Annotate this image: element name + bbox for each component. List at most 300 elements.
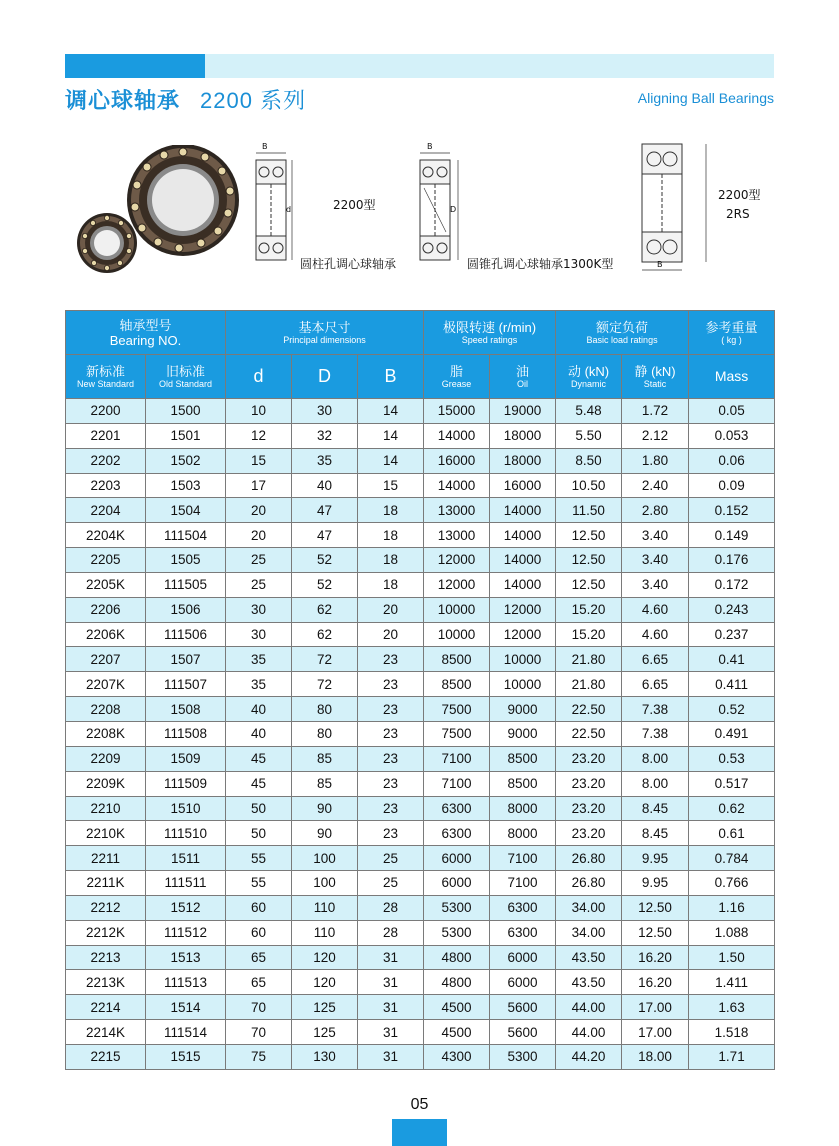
cell-static-load: 18.00 (622, 1044, 689, 1069)
cell-new-standard: 2206 (66, 597, 146, 622)
cell-oil-speed: 14000 (490, 523, 556, 548)
header-load-en: Basic load ratings (586, 334, 658, 345)
cell-grease-speed: 15000 (424, 399, 490, 424)
cell-old-standard: 1505 (146, 548, 226, 573)
cell-outer-D: 85 (292, 746, 358, 771)
header-dynamic-cn: 动 (kN) (567, 363, 610, 379)
cell-old-standard: 111505 (146, 572, 226, 597)
cell-new-standard: 2212K (66, 920, 146, 945)
cell-oil-speed: 6300 (490, 895, 556, 920)
cell-outer-D: 110 (292, 920, 358, 945)
header-oil-cn: 油 (516, 363, 530, 379)
cell-static-load: 17.00 (622, 995, 689, 1020)
cell-static-load: 8.00 (622, 771, 689, 796)
cell-bore-d: 75 (226, 1044, 292, 1069)
dim-B-label-1: B (262, 142, 268, 151)
cell-bore-d: 25 (226, 572, 292, 597)
cell-new-standard: 2210K (66, 821, 146, 846)
cell-outer-D: 90 (292, 821, 358, 846)
cell-old-standard: 1508 (146, 697, 226, 722)
cell-dynamic-load: 34.00 (556, 895, 622, 920)
cell-outer-D: 72 (292, 647, 358, 672)
cell-mass: 0.06 (689, 448, 775, 473)
cell-grease-speed: 4300 (424, 1044, 490, 1069)
header-old-standard (146, 355, 226, 399)
cell-oil-speed: 19000 (490, 399, 556, 424)
cell-mass: 0.05 (689, 399, 775, 424)
table-row (66, 399, 775, 424)
cell-new-standard: 2205K (66, 572, 146, 597)
cell-width-B: 18 (358, 572, 424, 597)
cell-dynamic-load: 26.80 (556, 846, 622, 871)
cell-oil-speed: 14000 (490, 498, 556, 523)
cell-new-standard: 2202 (66, 448, 146, 473)
cell-oil-speed: 14000 (490, 572, 556, 597)
header-bearing-no (66, 311, 226, 355)
cell-width-B: 25 (358, 846, 424, 871)
cell-mass: 0.517 (689, 771, 775, 796)
cell-oil-speed: 14000 (490, 548, 556, 573)
cell-old-standard: 1507 (146, 647, 226, 672)
cell-dynamic-load: 44.00 (556, 1020, 622, 1045)
cell-width-B: 20 (358, 622, 424, 647)
cell-outer-D: 90 (292, 796, 358, 821)
cell-old-standard: 111513 (146, 970, 226, 995)
header-grease-en: Grease (441, 378, 472, 389)
cell-oil-speed: 16000 (490, 473, 556, 498)
table-row (66, 672, 775, 697)
header-speed-cn: 极限转速 (r/min) (442, 319, 537, 335)
cell-dynamic-load: 21.80 (556, 672, 622, 697)
cell-bore-d: 60 (226, 895, 292, 920)
cell-bore-d: 25 (226, 548, 292, 573)
cell-outer-D: 32 (292, 423, 358, 448)
cell-mass: 0.237 (689, 622, 775, 647)
cell-grease-speed: 7500 (424, 697, 490, 722)
table-row (66, 721, 775, 746)
cell-width-B: 23 (358, 796, 424, 821)
cell-mass: 0.784 (689, 846, 775, 871)
cell-grease-speed: 4800 (424, 970, 490, 995)
cell-outer-D: 120 (292, 970, 358, 995)
cell-mass: 0.491 (689, 721, 775, 746)
cell-static-load: 3.40 (622, 572, 689, 597)
cell-static-load: 4.60 (622, 622, 689, 647)
cell-old-standard: 1509 (146, 746, 226, 771)
cell-old-standard: 1515 (146, 1044, 226, 1069)
cell-new-standard: 2201 (66, 423, 146, 448)
table-row (66, 448, 775, 473)
cell-dynamic-load: 21.80 (556, 647, 622, 672)
cell-new-standard: 2209K (66, 771, 146, 796)
cell-grease-speed: 4800 (424, 945, 490, 970)
header-speed-ratings (424, 311, 556, 355)
cell-old-standard: 1502 (146, 448, 226, 473)
cell-old-standard: 1514 (146, 995, 226, 1020)
header-oil (490, 355, 556, 399)
cell-oil-speed: 5300 (490, 1044, 556, 1069)
cell-old-standard: 1503 (146, 473, 226, 498)
cell-dynamic-load: 44.00 (556, 995, 622, 1020)
page-title (65, 84, 306, 115)
cell-width-B: 23 (358, 746, 424, 771)
table-row (66, 821, 775, 846)
table-row (66, 572, 775, 597)
cell-outer-D: 40 (292, 473, 358, 498)
table-row (66, 423, 775, 448)
cell-mass: 0.176 (689, 548, 775, 573)
cell-oil-speed: 6000 (490, 970, 556, 995)
title-en: Aligning Ball Bearings (637, 90, 774, 106)
cell-grease-speed: 14000 (424, 423, 490, 448)
cell-width-B: 18 (358, 523, 424, 548)
cell-oil-speed: 8500 (490, 746, 556, 771)
cell-outer-D: 85 (292, 771, 358, 796)
type-label-2rs: 2200型 (718, 188, 761, 202)
cell-dynamic-load: 43.50 (556, 945, 622, 970)
cell-oil-speed: 5600 (490, 995, 556, 1020)
dim-B-label-2: B (427, 142, 433, 151)
small-bearing-image (77, 213, 137, 273)
cell-width-B: 25 (358, 871, 424, 896)
cell-bore-d: 40 (226, 721, 292, 746)
cell-bore-d: 70 (226, 995, 292, 1020)
table-row (66, 498, 775, 523)
cell-grease-speed: 6000 (424, 871, 490, 896)
cell-static-load: 7.38 (622, 721, 689, 746)
cell-width-B: 14 (358, 423, 424, 448)
cell-width-B: 31 (358, 1020, 424, 1045)
cell-oil-speed: 9000 (490, 721, 556, 746)
bearing-photo (75, 145, 245, 275)
cell-bore-d: 65 (226, 970, 292, 995)
cell-old-standard: 1512 (146, 895, 226, 920)
cell-bore-d: 10 (226, 399, 292, 424)
cell-grease-speed: 5300 (424, 895, 490, 920)
cell-mass: 0.149 (689, 523, 775, 548)
cell-mass: 0.053 (689, 423, 775, 448)
header-new-standard (66, 355, 146, 399)
header-bearing-no-cn: 轴承型号 (119, 317, 172, 333)
cell-static-load: 2.80 (622, 498, 689, 523)
cell-static-load: 6.65 (622, 672, 689, 697)
header-dynamic (556, 355, 622, 399)
cell-dynamic-load: 15.20 (556, 597, 622, 622)
cell-old-standard: 111508 (146, 721, 226, 746)
cell-old-standard: 1500 (146, 399, 226, 424)
cell-static-load: 8.45 (622, 796, 689, 821)
cell-outer-D: 100 (292, 871, 358, 896)
cell-static-load: 8.45 (622, 821, 689, 846)
cell-static-load: 9.95 (622, 846, 689, 871)
cell-old-standard: 111506 (146, 622, 226, 647)
table-row (66, 995, 775, 1020)
cell-bore-d: 30 (226, 622, 292, 647)
cell-static-load: 9.95 (622, 871, 689, 896)
cell-width-B: 31 (358, 945, 424, 970)
header-static (622, 355, 689, 399)
header-new-cn: 新标准 (85, 363, 125, 379)
header-oil-en: Oil (517, 378, 529, 389)
cell-dynamic-load: 23.20 (556, 771, 622, 796)
cell-mass: 0.172 (689, 572, 775, 597)
cell-new-standard: 2211K (66, 871, 146, 896)
cell-mass: 1.71 (689, 1044, 775, 1069)
cell-dynamic-load: 22.50 (556, 697, 622, 722)
header-grease-cn: 脂 (450, 363, 464, 379)
cell-static-load: 4.60 (622, 597, 689, 622)
cell-outer-D: 35 (292, 448, 358, 473)
cell-old-standard: 1501 (146, 423, 226, 448)
cell-grease-speed: 7100 (424, 771, 490, 796)
cell-outer-D: 52 (292, 548, 358, 573)
cell-old-standard: 111509 (146, 771, 226, 796)
cell-mass: 0.61 (689, 821, 775, 846)
cell-new-standard: 2207K (66, 672, 146, 697)
header-bearing-no-en: Bearing NO. (109, 332, 182, 348)
cell-bore-d: 20 (226, 498, 292, 523)
table-body (66, 399, 775, 1070)
dim-D-label-2: D (450, 205, 457, 214)
cell-width-B: 23 (358, 721, 424, 746)
cell-new-standard: 2209 (66, 746, 146, 771)
cell-outer-D: 125 (292, 995, 358, 1020)
header-bore-d: d (226, 355, 292, 399)
table-row (66, 796, 775, 821)
header-dims-cn: 基本尺寸 (298, 319, 351, 335)
cell-grease-speed: 5300 (424, 920, 490, 945)
cell-grease-speed: 6000 (424, 846, 490, 871)
cell-width-B: 14 (358, 399, 424, 424)
header-outer-D: D (292, 355, 358, 399)
cell-dynamic-load: 26.80 (556, 871, 622, 896)
table-row (66, 622, 775, 647)
cell-outer-D: 62 (292, 622, 358, 647)
cell-bore-d: 35 (226, 672, 292, 697)
cell-grease-speed: 7500 (424, 721, 490, 746)
cell-old-standard: 111514 (146, 1020, 226, 1045)
cell-new-standard: 2204K (66, 523, 146, 548)
cell-mass: 0.152 (689, 498, 775, 523)
cell-static-load: 2.12 (622, 423, 689, 448)
cell-width-B: 23 (358, 821, 424, 846)
page-number: 05 (410, 1096, 429, 1113)
cell-width-B: 15 (358, 473, 424, 498)
cell-new-standard: 2212 (66, 895, 146, 920)
header-load-cn: 额定负荷 (596, 319, 649, 335)
cell-dynamic-load: 12.50 (556, 572, 622, 597)
cell-dynamic-load: 43.50 (556, 970, 622, 995)
cell-new-standard: 2204 (66, 498, 146, 523)
cell-bore-d: 50 (226, 821, 292, 846)
cell-dynamic-load: 23.20 (556, 796, 622, 821)
cell-mass: 1.16 (689, 895, 775, 920)
cell-grease-speed: 14000 (424, 473, 490, 498)
dim-d-label-1: d (286, 205, 292, 214)
table-row (66, 523, 775, 548)
cell-mass: 0.411 (689, 672, 775, 697)
cell-mass: 0.243 (689, 597, 775, 622)
cell-mass: 1.50 (689, 945, 775, 970)
cell-grease-speed: 12000 (424, 572, 490, 597)
cell-outer-D: 110 (292, 895, 358, 920)
large-bearing-image (127, 145, 239, 256)
cell-outer-D: 130 (292, 1044, 358, 1069)
cell-old-standard: 111510 (146, 821, 226, 846)
cell-dynamic-load: 10.50 (556, 473, 622, 498)
tapered-bore-label: 圆锥孔调心球轴承1300K型 (467, 257, 614, 271)
cell-oil-speed: 7100 (490, 846, 556, 871)
cell-static-load: 12.50 (622, 895, 689, 920)
tapered-bore-diagram (414, 148, 464, 270)
cell-oil-speed: 12000 (490, 622, 556, 647)
cell-oil-speed: 12000 (490, 597, 556, 622)
cell-grease-speed: 8500 (424, 647, 490, 672)
cell-width-B: 28 (358, 920, 424, 945)
cell-outer-D: 47 (292, 523, 358, 548)
cell-dynamic-load: 5.50 (556, 423, 622, 448)
cell-outer-D: 80 (292, 721, 358, 746)
bearing-spec-table (65, 310, 775, 1070)
cell-static-load: 17.00 (622, 1020, 689, 1045)
cell-oil-speed: 18000 (490, 423, 556, 448)
cell-static-load: 16.20 (622, 945, 689, 970)
cell-dynamic-load: 5.48 (556, 399, 622, 424)
cell-width-B: 31 (358, 970, 424, 995)
cell-old-standard: 111507 (146, 672, 226, 697)
cell-old-standard: 1504 (146, 498, 226, 523)
cell-dynamic-load: 23.20 (556, 821, 622, 846)
cell-width-B: 23 (358, 647, 424, 672)
cell-outer-D: 80 (292, 697, 358, 722)
table-row (66, 647, 775, 672)
header-dynamic-en: Dynamic (571, 378, 607, 389)
header-old-cn: 旧标准 (166, 363, 206, 379)
cell-bore-d: 70 (226, 1020, 292, 1045)
cell-new-standard: 2208K (66, 721, 146, 746)
header-mass: Mass (689, 355, 775, 399)
cell-oil-speed: 7100 (490, 871, 556, 896)
cell-bore-d: 30 (226, 597, 292, 622)
cell-new-standard: 2214 (66, 995, 146, 1020)
cell-new-standard: 2210 (66, 796, 146, 821)
cell-bore-d: 20 (226, 523, 292, 548)
cell-old-standard: 111504 (146, 523, 226, 548)
cell-bore-d: 40 (226, 697, 292, 722)
cell-bore-d: 45 (226, 746, 292, 771)
header-mass-unit: ( kg ) (721, 334, 742, 345)
cell-static-load: 1.80 (622, 448, 689, 473)
cell-bore-d: 50 (226, 796, 292, 821)
cell-new-standard: 2206K (66, 622, 146, 647)
cell-oil-speed: 10000 (490, 647, 556, 672)
cell-mass: 1.63 (689, 995, 775, 1020)
cell-bore-d: 55 (226, 871, 292, 896)
cell-dynamic-load: 34.00 (556, 920, 622, 945)
cell-outer-D: 30 (292, 399, 358, 424)
cell-mass: 1.518 (689, 1020, 775, 1045)
cell-bore-d: 17 (226, 473, 292, 498)
header-static-cn: 静 (kN) (634, 363, 676, 379)
cell-width-B: 18 (358, 548, 424, 573)
cell-grease-speed: 7100 (424, 746, 490, 771)
header-mass-cn: 参考重量 (705, 319, 758, 335)
cell-old-standard: 1511 (146, 846, 226, 871)
cell-dynamic-load: 44.20 (556, 1044, 622, 1069)
header-width-B: B (358, 355, 424, 399)
cell-width-B: 14 (358, 448, 424, 473)
table-row (66, 895, 775, 920)
table-row (66, 548, 775, 573)
table-row (66, 871, 775, 896)
cell-new-standard: 2213 (66, 945, 146, 970)
header-static-en: Static (643, 378, 667, 389)
cell-oil-speed: 6300 (490, 920, 556, 945)
table-row (66, 746, 775, 771)
table-row (66, 920, 775, 945)
cell-grease-speed: 4500 (424, 1020, 490, 1045)
title-series: 2200 系列 (200, 88, 307, 113)
2rs-label: 2RS (726, 207, 750, 221)
cell-width-B: 23 (358, 771, 424, 796)
cell-width-B: 31 (358, 995, 424, 1020)
cell-oil-speed: 18000 (490, 448, 556, 473)
footer-accent-block (392, 1119, 447, 1146)
type-label: 2200型 (333, 198, 376, 212)
cell-grease-speed: 16000 (424, 448, 490, 473)
cell-static-load: 3.40 (622, 523, 689, 548)
cell-oil-speed: 8000 (490, 821, 556, 846)
cell-grease-speed: 12000 (424, 548, 490, 573)
cell-dynamic-load: 23.20 (556, 746, 622, 771)
cell-bore-d: 35 (226, 647, 292, 672)
cell-mass: 0.09 (689, 473, 775, 498)
cell-bore-d: 65 (226, 945, 292, 970)
cell-old-standard: 111511 (146, 871, 226, 896)
cell-mass: 1.088 (689, 920, 775, 945)
cell-static-load: 16.20 (622, 970, 689, 995)
table-row (66, 1044, 775, 1069)
table-row (66, 771, 775, 796)
header-old-en: Old Standard (158, 378, 213, 389)
cell-mass: 0.62 (689, 796, 775, 821)
cell-outer-D: 100 (292, 846, 358, 871)
cell-mass: 0.53 (689, 746, 775, 771)
cell-static-load: 2.40 (622, 473, 689, 498)
cell-new-standard: 2205 (66, 548, 146, 573)
cell-new-standard: 2203 (66, 473, 146, 498)
table-row (66, 846, 775, 871)
cell-oil-speed: 9000 (490, 697, 556, 722)
cell-outer-D: 47 (292, 498, 358, 523)
table-row (66, 597, 775, 622)
cell-mass: 0.52 (689, 697, 775, 722)
header-load-ratings (556, 311, 689, 355)
cell-grease-speed: 8500 (424, 672, 490, 697)
cell-old-standard: 1506 (146, 597, 226, 622)
cell-grease-speed: 13000 (424, 523, 490, 548)
cell-grease-speed: 4500 (424, 995, 490, 1020)
sealed-2rs-diagram (636, 140, 716, 275)
cell-oil-speed: 10000 (490, 672, 556, 697)
cell-width-B: 28 (358, 895, 424, 920)
cell-static-load: 1.72 (622, 399, 689, 424)
cell-grease-speed: 10000 (424, 597, 490, 622)
cell-dynamic-load: 11.50 (556, 498, 622, 523)
header-light-bar (205, 54, 774, 78)
table-row (66, 697, 775, 722)
cell-dynamic-load: 22.50 (556, 721, 622, 746)
